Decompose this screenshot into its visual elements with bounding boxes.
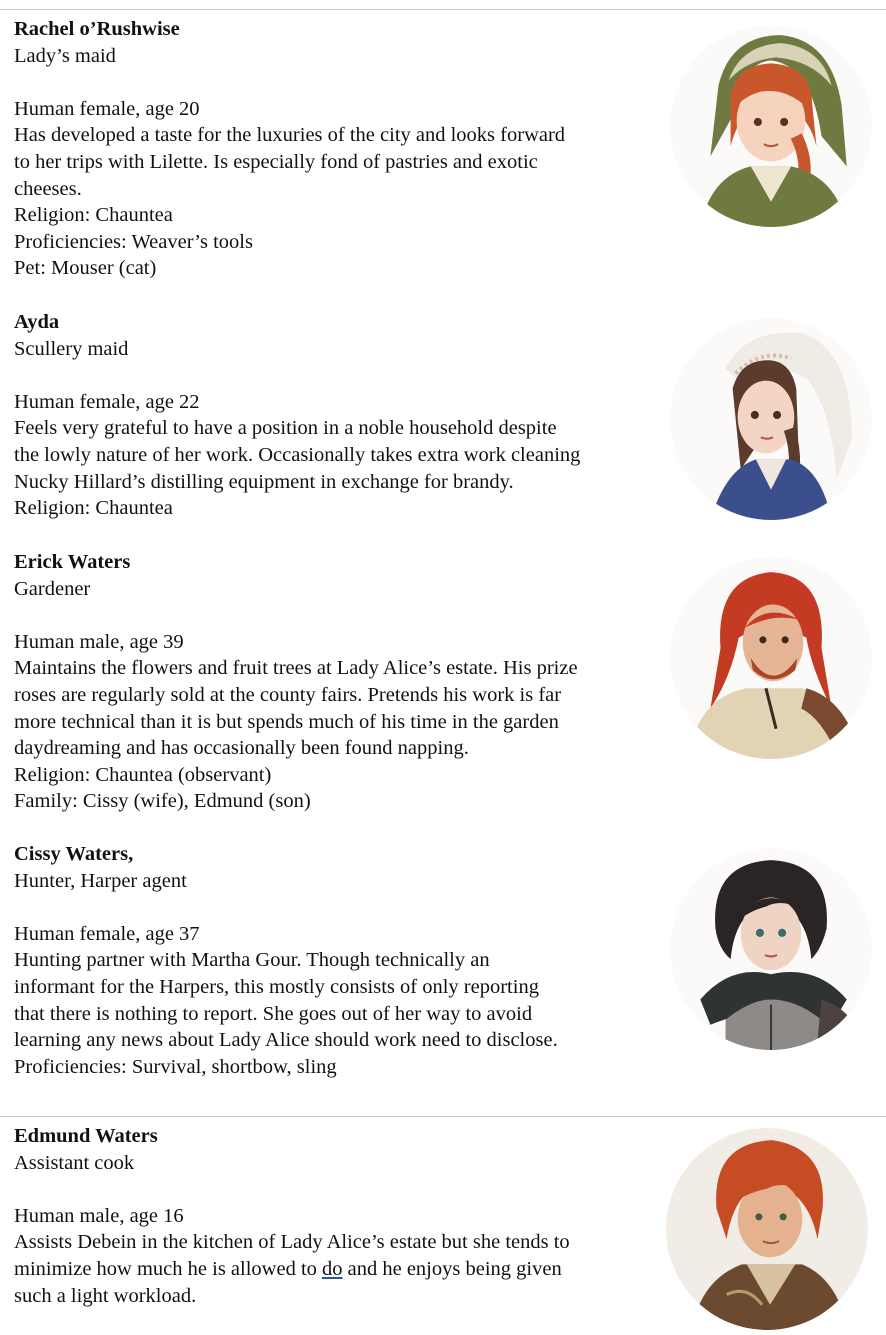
desc-line: Has developed a taste for the luxuries of the city and looks forward — [14, 124, 566, 147]
desc-line — [14, 1256, 654, 1283]
character-entry-erick — [14, 549, 654, 815]
section-divider — [0, 1116, 886, 1117]
character-entry-ayda — [14, 309, 654, 522]
character-name: Ayda — [14, 311, 60, 333]
desc-line: to her trips with Lilette. Is especially fond of pastries and exotic — [14, 150, 538, 173]
desc-line: informant for the Harpers, this mostly consists of only reporting — [14, 975, 539, 998]
desc-line: learning any news about Lady Alice should work need to disclose. — [14, 1029, 558, 1052]
portrait-ayda — [670, 318, 872, 520]
desc-line-start: minimize how much he is allowed to — [14, 1257, 323, 1280]
desc-line-end: and he enjoys being given — [342, 1257, 562, 1280]
desc-line: that there is nothing to report. She goes out of her way to avoid — [14, 1002, 533, 1025]
detail-proficiencies: Proficiencies: Weaver’s tools — [14, 230, 253, 253]
character-entry-cissy — [14, 841, 654, 1080]
desc-line: such a light workload. — [14, 1284, 197, 1307]
character-name: Erick Waters — [14, 551, 131, 573]
portrait-rachel — [670, 25, 872, 227]
desc-line: Assists Debein in the kitchen of Lady Alice’s estate but she tends to — [14, 1231, 570, 1254]
character-role: Hunter, Harper agent — [14, 869, 187, 892]
detail-proficiencies: Proficiencies: Survival, shortbow, sling — [14, 1055, 337, 1078]
character-race: Human male, age 39 — [14, 630, 184, 653]
desc-line: Nucky Hillard’s distilling equipment in exchange for brandy. — [14, 470, 514, 493]
character-name: Edmund Waters — [14, 1125, 158, 1147]
character-name: Cissy Waters, — [14, 843, 134, 865]
desc-line: Feels very grateful to have a position in a noble household despite — [14, 417, 557, 440]
detail-family: Family: Cissy (wife), Edmund (son) — [14, 790, 311, 813]
character-name: Rachel o’Rushwise — [14, 18, 180, 40]
character-role: Assistant cook — [14, 1151, 135, 1174]
portrait-edmund — [666, 1128, 868, 1330]
detail-religion: Religion: Chauntea — [14, 497, 173, 520]
desc-line: cheeses. — [14, 177, 82, 200]
top-divider — [0, 9, 886, 10]
character-race: Human male, age 16 — [14, 1204, 184, 1227]
desc-line: roses are regularly sold at the county fairs. Pretends his work is far — [14, 683, 562, 706]
desc-line: more technical than it is but spends much of his time in the garden — [14, 710, 559, 733]
desc-line: daydreaming and has occasionally been found napping. — [14, 737, 469, 760]
detail-pet: Pet: Mouser (cat) — [14, 257, 157, 280]
portrait-cissy — [670, 848, 872, 1050]
portrait-erick — [670, 557, 872, 759]
character-entry-rachel — [14, 16, 654, 282]
detail-religion: Religion: Chauntea — [14, 204, 173, 227]
character-entry-edmund — [14, 1123, 654, 1309]
character-role: Lady’s maid — [14, 44, 116, 67]
character-role: Scullery maid — [14, 337, 129, 360]
character-role: Gardener — [14, 577, 91, 600]
desc-line: Maintains the flowers and fruit trees at Lady Alice’s estate. His prize — [14, 657, 578, 680]
desc-line: the lowly nature of her work. Occasionally takes extra work cleaning — [14, 443, 581, 466]
character-race: Human female, age 37 — [14, 922, 200, 945]
underlined-word: do — [322, 1257, 343, 1280]
detail-religion: Religion: Chauntea (observant) — [14, 763, 272, 786]
character-race: Human female, age 22 — [14, 390, 200, 413]
character-race: Human female, age 20 — [14, 97, 200, 120]
desc-line: Hunting partner with Martha Gour. Though technically an — [14, 949, 490, 972]
